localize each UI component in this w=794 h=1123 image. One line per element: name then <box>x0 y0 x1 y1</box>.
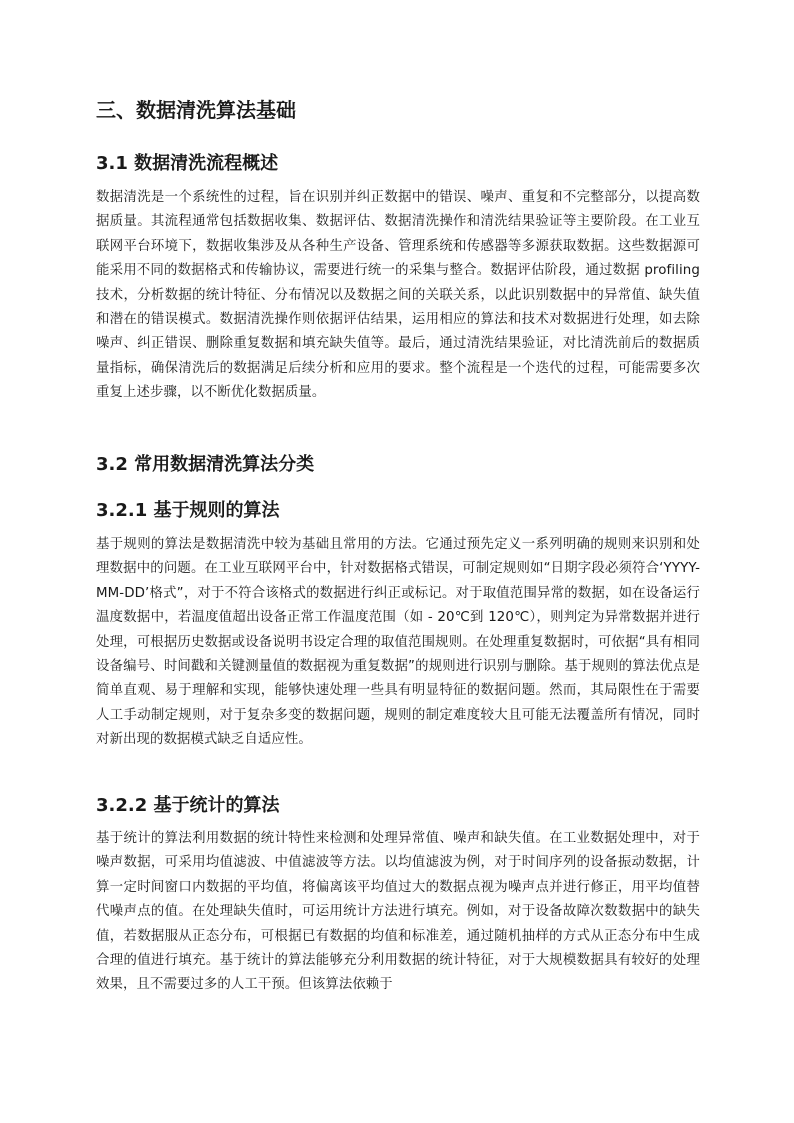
heading-3-2: 3.2 常用数据清洗算法分类 <box>96 454 315 475</box>
heading-3-1: 3.1 数据清洗流程概述 <box>96 153 279 174</box>
section-title: 三、数据清洗算法基础 <box>96 98 296 122</box>
heading-3-2-2: 3.2.2 基于统计的算法 <box>96 795 280 816</box>
paragraph-3-1: 数据清洗是一个系统性的过程，旨在识别并纠正数据中的错误、噪声、重复和不完整部分，以提高数据质量。其流程通常包括数据收集、数据评估、数据清洗操作和清洗结果验证等主要阶段。在工业互联网平台环境下，数据收集涉及从各种生产设备、管理系统和传感器等多源获取数据。这些数据源可能采用不同的数据格式和传输协议，需要进行统一的采集与整合。数据评估阶段，通过数据 profiling 技术，分析数据的统计特征、分布情况以及数据之间的关联关系，以此识别数据中的异常值、缺失值和潜在的错误模式。数据清洗操作则依据评估结果，运用相应的算法和技术对数据进行处理，如去除噪声、纠正错误、删除重复数据和填充缺失值等。最后，通过清洗结果验证，对比清洗前后的数据质量指标，确保清洗后的数据满足后续分析和应用的要求。整个流程是一个迭代的过程，可能需要多次重复上述步骤，以不断优化数据质量。 <box>96 190 700 401</box>
paragraph-3-2-1: 基于规则的算法是数据清洗中较为基础且常用的方法。它通过预先定义一系列明确的规则来识别和处理数据中的问题。在工业互联网平台中，针对数据格式错误，可制定规则如“日期字段必须符合‘YYYY-MM-DD’格式”，对于不符合该格式的数据进行纠正或标记。对于取值范围异常的数据，如在设备运行温度数据中，若温度值超出设备正常工作温度范围（如 - 20℃到 120℃），则判定为异常数据并进行处理，可根据历史数据或设备说明书设定合理的取值范围规则。在处理重复数据时，可依据“具有相同设备编号、时间戳和关键测量值的数据视为重复数据”的规则进行识别与删除。基于规则的算法优点是简单直观、易于理解和实现，能够快速处理一些具有明显特征的数据问题。然而，其局限性在于需要人工手动制定规则，对于复杂多变的数据问题，规则的制定难度较大且可能无法覆盖所有情况，同时对新出现的数据模式缺乏自适应性。 <box>96 537 700 748</box>
paragraph-3-2-2: 基于统计的算法利用数据的统计特性来检测和处理异常值、噪声和缺失值。在工业数据处理中，对于噪声数据，可采用均值滤波、中值滤波等方法。以均值滤波为例，对于时间序列的设备振动数据，计算一定时间窗口内数据的平均值，将偏离该平均值过大的数据点视为噪声点并进行修正，用平均值替代噪声点的值。在处理缺失值时，可运用统计方法进行填充。例如，对于设备故障次数数据中的缺失值，若数据服从正态分布，可根据已有数据的均值和标准差，通过随机抽样的方式从正态分布中生成合理的值进行填充。基于统计的算法能够充分利用数据的统计特征，对于大规模数据具有较好的处理效果，且不需要过多的人工干预。但该算法依赖于 <box>96 831 700 993</box>
heading-3-2-1: 3.2.1 基于规则的算法 <box>96 500 280 521</box>
